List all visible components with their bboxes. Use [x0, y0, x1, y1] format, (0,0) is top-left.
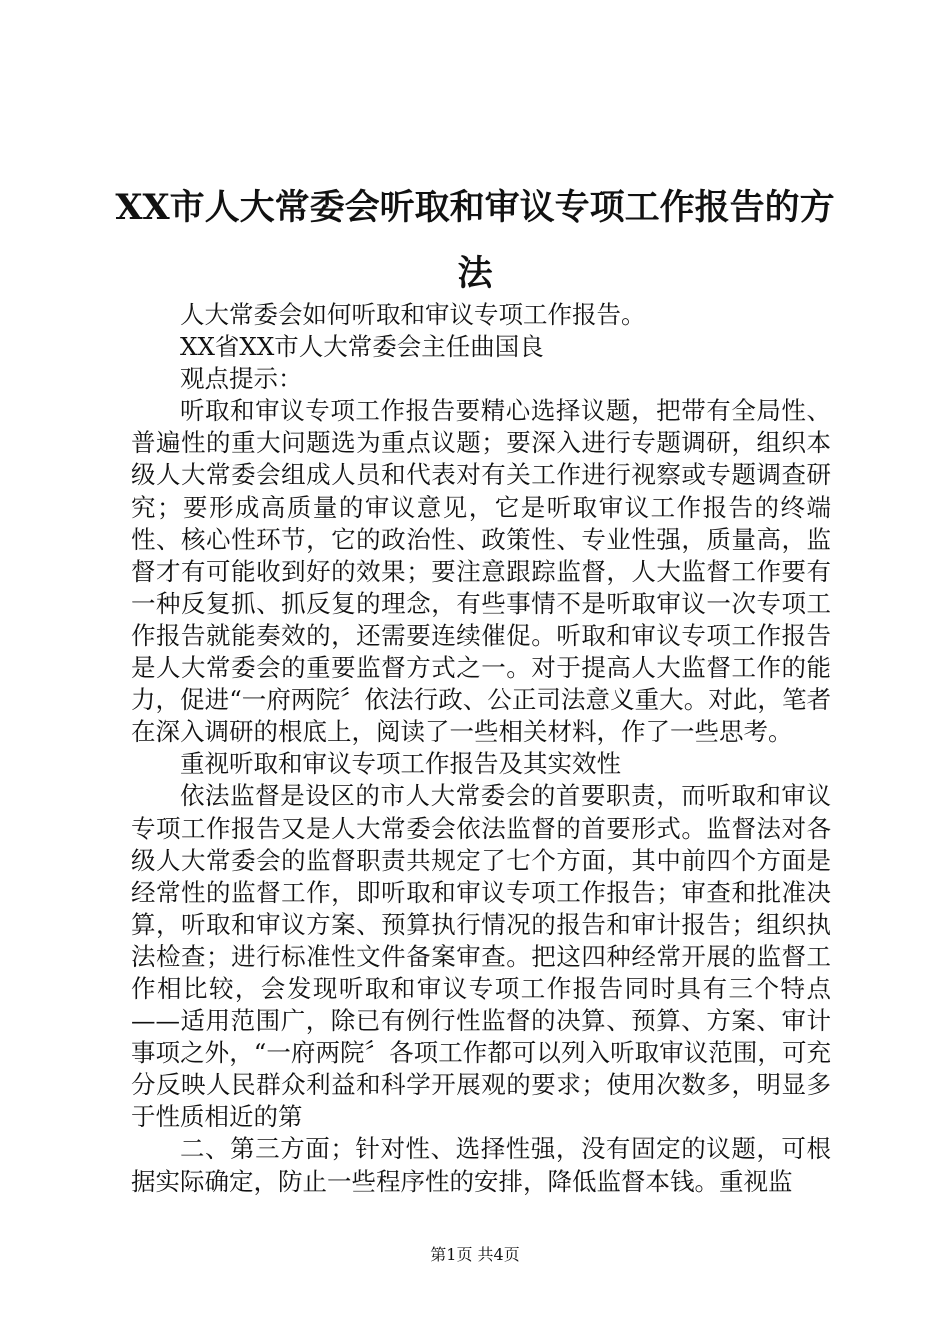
section-heading: 重视听取和审议专项工作报告及其实效性: [180, 749, 621, 779]
document-body: [131, 299, 831, 1198]
paragraph-supervision: 依法监督是设区的市人大常委会的首要职责，而听取和审议专项工作报告又是人大常委会依法监督的首要形式。监督法对各级人大常委会的监督职责共规定了七个方面，其中前四个方面是经常性的监督工作，即听取和审议专项工作报告；审查和批准决算，听取和审议方案、预算执行情况的报告和审计报告；组织执法检查；进行标准性文件备案审查。把这四种经常开展的监督工作相比较，会发现听取和审议专项工作报告同时具有三个特点——适用范围广，除已有例行性监督的决算、预算、方案、审计事项之外，“一府两院〞各项工作都可以列入听取审议范围，可充分反映人民群众利益和科学开展观的要求；使用次数多，明显多于性质相近的第: [131, 781, 831, 1132]
paragraph-viewpoint-body: 听取和审议专项工作报告要精心选择议题，把带有全局性、普遍性的重大问题选为重点议题；要深入进行专题调研，组织本级人大常委会组成人员和代表对有关工作进行视察或专题调查研究；要形成高质量的审议意见，它是听取审议工作报告的终端性、核心性环节，它的政治性、政策性、专业性强，质量高，监督才有可能收到好的效果；要注意跟踪监督，人大监督工作要有一种反复抓、抓反复的理念，有些事情不是听取审议一次专项工作报告就能奏效的，还需要连续催促。听取和审议专项工作报告是人大常委会的重要监督方式之一。对于提高人大监督工作的能力，促进“一府两院〞依法行政、公正司法意义重大。对此，笔者在深入调研的根底上，阅读了一些相关材料，作了一些思考。: [131, 396, 831, 747]
paragraph-continuation: 二、第三方面；针对性、选择性强，没有固定的议题，可根据实际确定，防止一些程序性的安排，降低监督本钱。重视监: [131, 1134, 831, 1196]
paragraph-author: XX省XX市人大常委会主任曲国良: [180, 332, 544, 362]
paragraph-viewpoint-label: 观点提示：: [180, 364, 303, 394]
paragraph-intro: 人大常委会如何听取和审议专项工作报告。: [180, 300, 646, 329]
document-title: XX市人大常委会听取和审议专项工作报告的方法: [115, 187, 835, 294]
page-footer: 第1页 共4页: [430, 1245, 520, 1264]
